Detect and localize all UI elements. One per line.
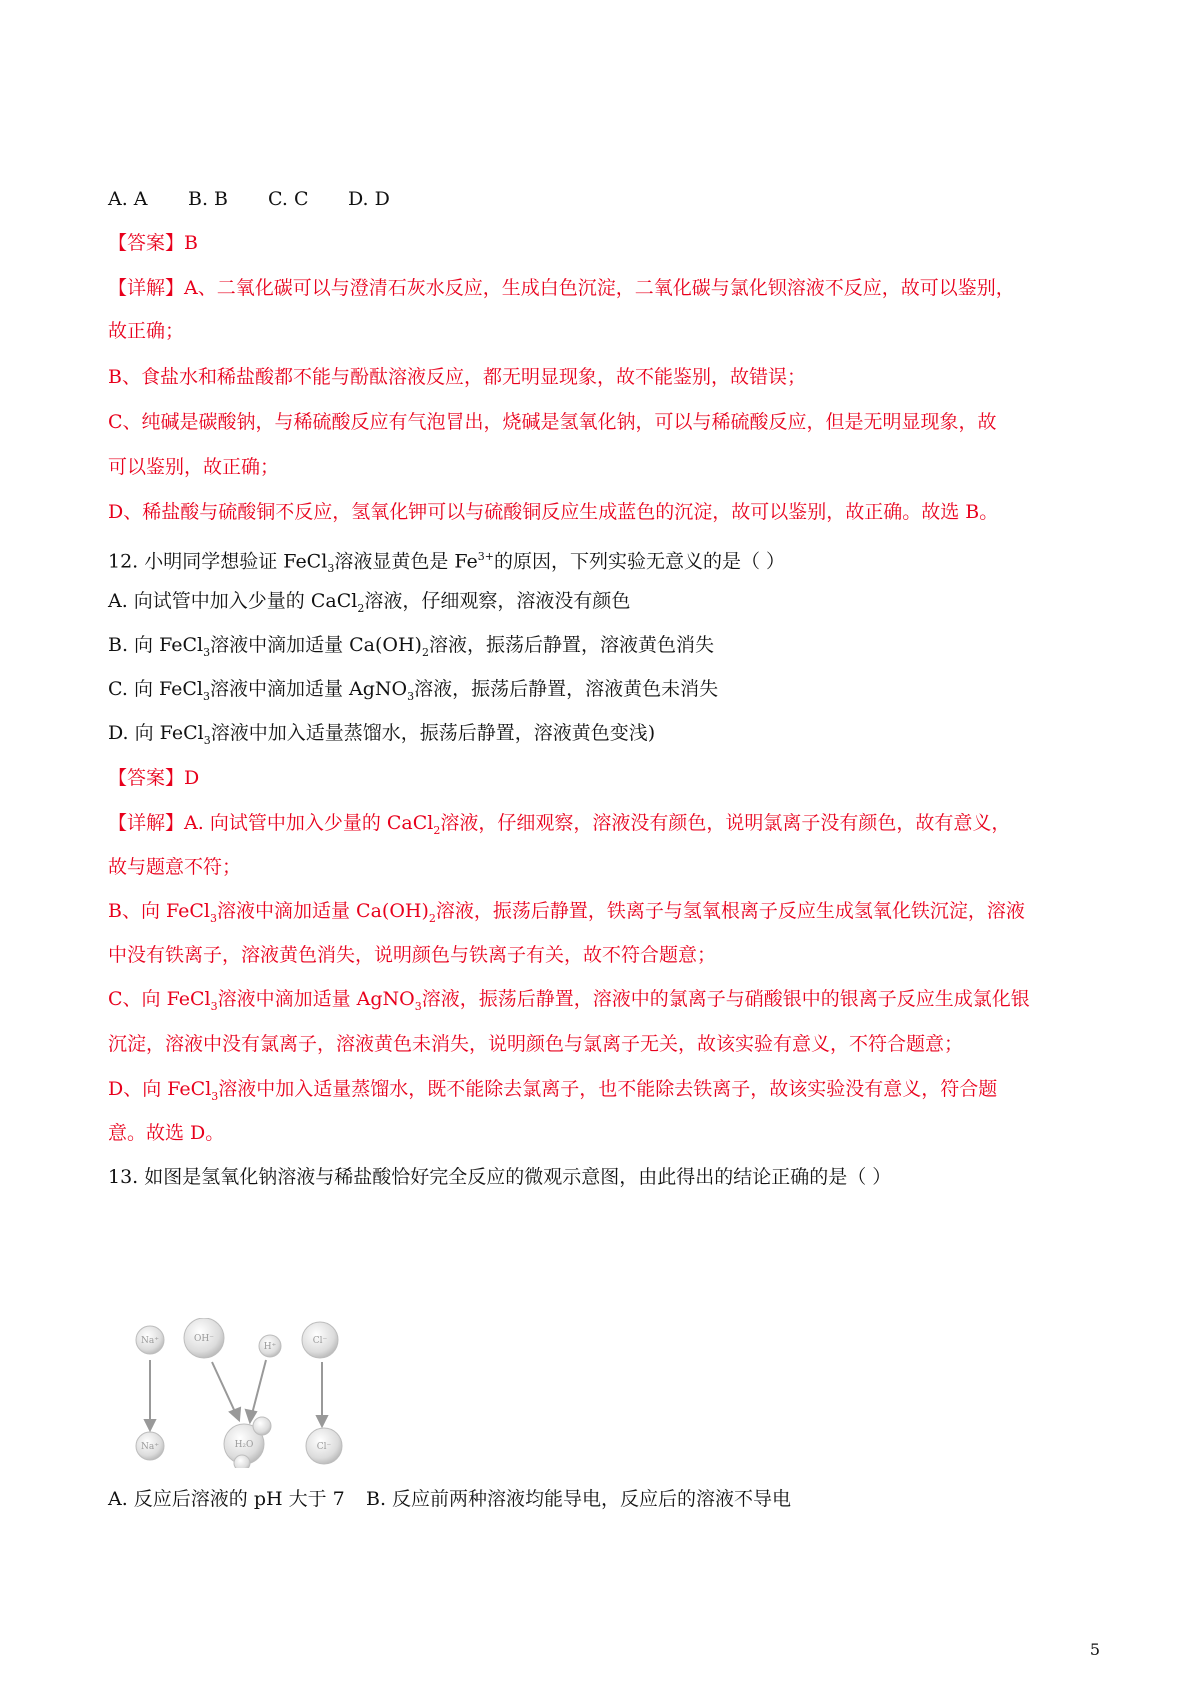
label-h2o-bottom: H₂O xyxy=(234,1440,254,1450)
q11-detail-line: C、纯碱是碳酸钠，与稀硫酸反应有气泡冒出，烧碱是氢氧化钠，可以与稀硫酸反应，但是无明显现象，故 xyxy=(108,411,997,433)
label-na-top: Na⁺ xyxy=(141,1336,159,1346)
subscript: 3 xyxy=(202,689,210,703)
arrowhead-na xyxy=(145,1420,155,1430)
subscript: 2 xyxy=(433,823,441,837)
answer-label: 【答案】 xyxy=(108,767,185,789)
detail-text: 溶液，振荡后静置，铁离子与氢氧根离子反应生成氢氧化铁沉淀，溶液 xyxy=(435,900,1025,922)
subscript: 3 xyxy=(203,733,211,747)
q11-detail-line: 故正确； xyxy=(108,320,185,342)
stem-text: 的原因，下列实验无意义的是（ ） xyxy=(493,550,786,573)
q12-detail-line: 沉淀，溶液中没有氯离子，溶液黄色未消失，说明颜色与氯离子无关，故该实验有意义，不符合题意； xyxy=(108,1033,964,1055)
arrow-h xyxy=(252,1360,266,1414)
option-text: B. 向 FeCl xyxy=(108,634,204,656)
q11-option-b: B. B xyxy=(188,188,229,210)
arrowhead-cl xyxy=(317,1416,327,1426)
option-text: 溶液，仔细观察，溶液没有颜色 xyxy=(364,590,631,612)
detail-label: 【详解】 xyxy=(108,812,185,834)
q12-detail-line: 意。故选 D。 xyxy=(108,1122,225,1144)
q11-detail-line: 可以鉴别，故正确； xyxy=(108,456,280,478)
option-text: C. 向 FeCl xyxy=(108,678,203,700)
option-text: 溶液，振荡后静置，溶液黄色未消失 xyxy=(414,678,719,700)
detail-text: A、二氧化碳可以与澄清石灰水反应，生成白色沉淀，二氧化碳与氯化钡溶液不反应，故可以鉴别， xyxy=(184,277,1015,299)
answer-label: 【答案】 xyxy=(108,232,185,254)
subscript: 3 xyxy=(327,562,335,576)
q11-detail-line: D、稀盐酸与硫酸铜不反应，氢氧化钾可以与硫酸铜反应生成蓝色的沉淀，故可以鉴别，故正确。故选 B。 xyxy=(108,501,999,523)
subscript: 3 xyxy=(203,645,211,659)
detail-text: 溶液，仔细观察，溶液没有颜色，说明氯离子没有颜色，故有意义， xyxy=(440,812,1011,834)
option-text: 溶液中滴加适量 AgNO xyxy=(209,678,408,700)
stem-text: 溶液显黄色是 Fe xyxy=(334,550,478,573)
option-text: A. 向试管中加入少量的 CaCl xyxy=(108,590,358,612)
subscript: 3 xyxy=(414,999,422,1013)
q12-detail-line: 中没有铁离子，溶液黄色消失，说明颜色与铁离子有关，故不符合题意； xyxy=(108,944,717,966)
q12-option-d xyxy=(108,720,1100,754)
molecule-h2o-h1 xyxy=(253,1417,271,1435)
reaction-diagram xyxy=(132,1318,372,1468)
detail-text: B、向 FeCl xyxy=(108,900,211,922)
subscript: 3 xyxy=(210,911,218,925)
option-text: D. 向 FeCl xyxy=(108,722,204,744)
subscript: 2 xyxy=(357,601,365,615)
subscript: 2 xyxy=(421,645,429,659)
q11-answer xyxy=(108,230,1100,256)
detail-text: 溶液中加入适量蒸馏水，既不能除去氯离子，也不能除去铁离子，故该实验没有意义，符合题 xyxy=(218,1078,998,1100)
subscript: 3 xyxy=(211,1089,219,1103)
superscript: 3+ xyxy=(477,550,494,563)
detail-text: 溶液，振荡后静置，溶液中的氯离子与硝酸银中的银离子反应生成氯化银 xyxy=(421,988,1030,1010)
detail-text: 溶液中滴加适量 AgNO xyxy=(217,988,415,1010)
q11-option-c: C. C xyxy=(268,188,309,210)
q12-detail-line xyxy=(108,810,1100,844)
q11-detail-line xyxy=(108,275,1100,301)
q13-options xyxy=(108,1486,1100,1512)
arrowhead-oh xyxy=(230,1408,240,1420)
arrow-oh xyxy=(212,1362,236,1414)
option-text: 溶液，振荡后静置，溶液黄色消失 xyxy=(428,634,714,656)
stem-text: 12. 小明同学想验证 FeCl xyxy=(108,550,328,573)
q12-detail-line xyxy=(108,898,1100,932)
q13-option-b: B. 反应前两种溶液均能导电，反应后的溶液不导电 xyxy=(366,1488,792,1510)
label-h-top: H⁺ xyxy=(263,1342,277,1352)
label-cl-bottom: Cl⁻ xyxy=(316,1442,332,1452)
q13-option-a: A. 反应后溶液的 pH 大于 7 xyxy=(108,1488,345,1510)
detail-text: C、向 FeCl xyxy=(108,988,211,1010)
q12-option-a xyxy=(108,588,1100,622)
q11-detail-line: B、食盐水和稀盐酸都不能与酚酞溶液反应，都无明显现象，故不能鉴别，故错误； xyxy=(108,366,806,388)
subscript: 3 xyxy=(407,689,415,703)
q11-options xyxy=(108,186,1100,212)
detail-text: 溶液中滴加适量 Ca(OH) xyxy=(217,900,429,922)
label-na-bottom: Na⁺ xyxy=(141,1442,159,1452)
page-number: 5 xyxy=(1089,1640,1100,1659)
subscript: 3 xyxy=(210,999,218,1013)
subscript: 2 xyxy=(428,911,436,925)
detail-label: 【详解】 xyxy=(108,277,185,299)
q12-detail-line xyxy=(108,1076,1100,1110)
option-text: 溶液中滴加适量 Ca(OH) xyxy=(210,634,422,656)
label-oh-top: OH⁻ xyxy=(194,1334,214,1344)
detail-text: A. 向试管中加入少量的 CaCl xyxy=(184,812,434,834)
answer-value: D xyxy=(184,767,200,789)
label-cl-top: Cl⁻ xyxy=(312,1336,328,1346)
q12-detail-line xyxy=(108,986,1100,1020)
q12-stem xyxy=(108,544,1100,582)
q12-detail-line: 故与题意不符； xyxy=(108,856,242,878)
q12-option-c xyxy=(108,676,1100,710)
detail-text: D、向 FeCl xyxy=(108,1078,212,1100)
q12-option-b xyxy=(108,632,1100,666)
q11-option-d: D. D xyxy=(348,188,390,210)
option-text: 溶液中加入适量蒸馏水，振荡后静置，溶液黄色变浅) xyxy=(210,722,656,744)
q12-answer xyxy=(108,765,1100,791)
molecule-h2o-h2 xyxy=(234,1455,250,1468)
answer-value: B xyxy=(184,232,198,254)
q13-stem: 13. 如图是氢氧化钠溶液与稀盐酸恰好完全反应的微观示意图，由此得出的结论正确的是（ ） xyxy=(108,1166,892,1188)
q11-option-a: A. A xyxy=(108,188,148,210)
